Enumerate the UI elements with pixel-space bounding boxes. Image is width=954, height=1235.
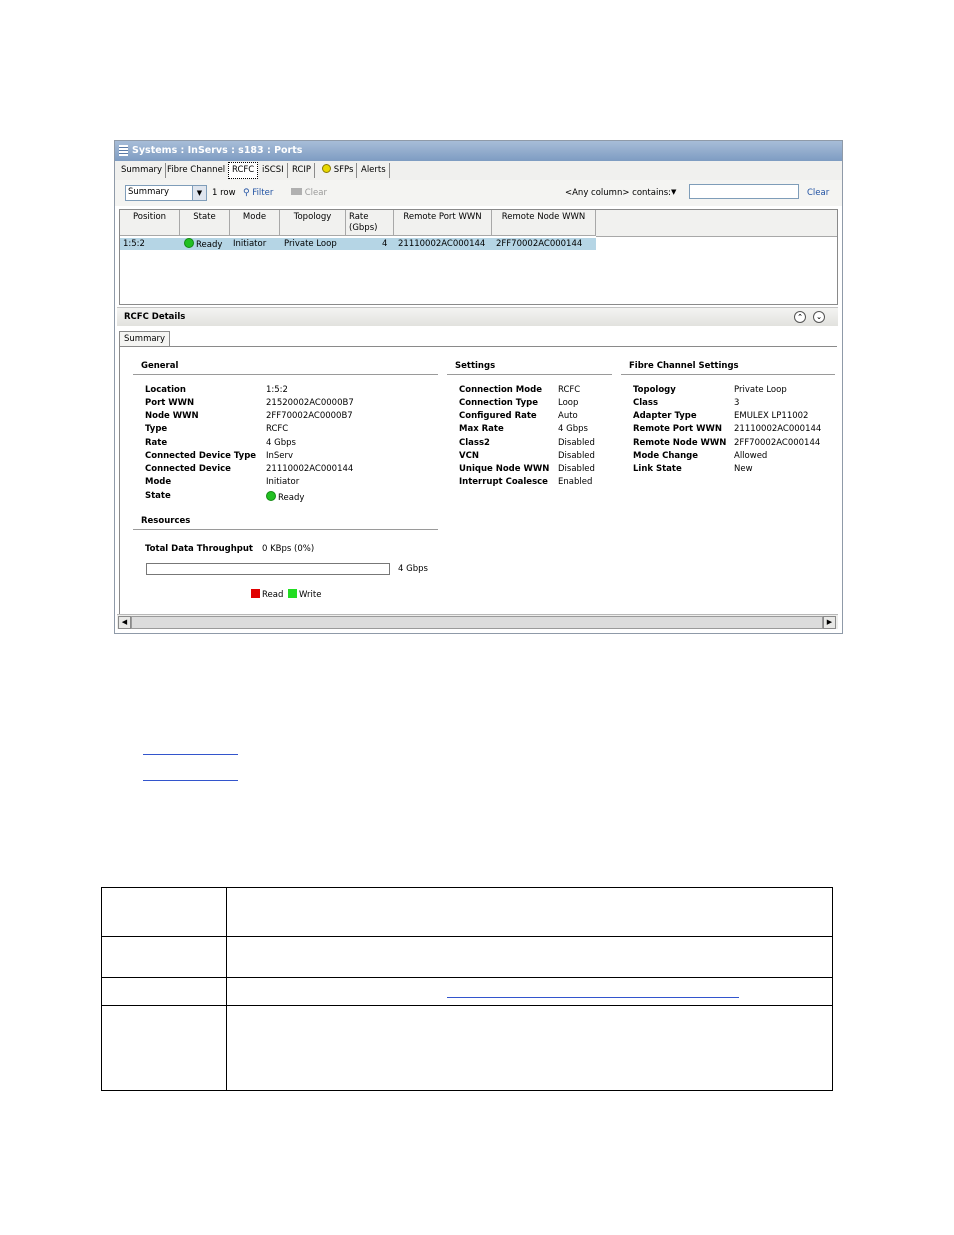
label-mode: Mode [145,477,172,487]
cell-rate: 4 [382,239,388,249]
resources-heading: Resources [141,516,191,526]
label-class2: Class2 [459,438,490,448]
cell-state [184,238,222,250]
label-topology: Topology [633,385,676,395]
cell-state-label: Ready [196,240,223,250]
details-header [117,307,838,326]
column-chevron-down-icon[interactable]: ▼ [671,188,677,196]
filter-icon: ⚲ [243,188,250,198]
table-hyperlink-underline[interactable] [447,997,739,998]
label-rate: Rate [145,438,168,448]
value-node-wwn: 2FF70002AC0000B7 [266,411,353,421]
value-connected-device-type: InServ [266,451,294,461]
details-tab-summary[interactable]: Summary [119,331,170,347]
throughput-bar [146,563,390,575]
general-heading: General [141,361,179,371]
label-remote-port-wwn: Remote Port WWN [633,424,722,434]
column-header-topology[interactable]: Topology [280,210,346,236]
table-row-divider-3 [102,1005,832,1006]
label-port-wwn: Port WWN [145,398,195,408]
search-clear-link[interactable]: Clear [807,188,830,198]
write-swatch [288,589,297,598]
collapse-up-icon[interactable]: ⌃ [794,311,806,323]
value-max-rate: 4 Gbps [558,424,588,434]
column-header-position[interactable]: Position [120,210,180,236]
window-title-bar [115,141,842,161]
label-state: State [145,491,171,501]
ready-status-icon [266,491,276,501]
clear-filter-button[interactable] [291,188,327,198]
value-location: 1:5:2 [266,385,288,395]
legend-write [288,589,321,600]
view-select[interactable] [125,185,207,201]
expand-down-icon[interactable]: ⌄ [813,311,825,323]
label-class: Class [633,398,659,408]
window-app-icon [119,145,128,156]
scroll-right-icon[interactable]: ▶ [823,616,836,629]
tab-iscsi[interactable]: iSCSI [259,163,288,178]
column-header-remote-node-wwn[interactable]: Remote Node WWN [492,210,596,236]
value-connection-mode: RCFC [558,385,581,395]
ports-window [114,140,843,634]
row-count: 1 row [212,188,236,198]
tab-rcip[interactable]: RCIP [289,163,315,178]
value-total-throughput: 0 KBps (0%) [262,544,315,554]
tab-summary[interactable]: Summary [118,163,166,178]
tab-fibre-channel[interactable]: Fibre Channel [164,163,229,178]
filter-button[interactable] [243,188,273,198]
value-port-wwn: 21520002AC0000B7 [266,398,354,408]
legend-read [251,589,283,600]
value-remote-port-wwn: 21110002AC000144 [734,424,822,434]
value-remote-node-wwn: 2FF70002AC000144 [734,438,821,448]
general-divider [133,374,438,375]
label-type: Type [145,424,168,434]
label-node-wwn: Node WWN [145,411,199,421]
value-mode: Initiator [266,477,300,487]
column-header-mode[interactable]: Mode [230,210,280,236]
horizontal-scrollbar[interactable] [117,614,838,629]
view-select-value: Summary [128,187,170,197]
label-location: Location [145,385,186,395]
legend-write-label: Write [299,590,322,600]
label-remote-node-wwn: Remote Node WWN [633,438,727,448]
value-vcn: Disabled [558,451,595,461]
details-title: RCFC Details [124,312,186,322]
details-panel [119,346,837,617]
resources-divider [133,529,438,530]
throughput-bar-max: 4 Gbps [398,564,428,574]
tab-sfps-label: SFPs [333,165,354,175]
value-state [266,491,304,503]
legend-read-label: Read [262,590,284,600]
fc-settings-heading: Fibre Channel Settings [629,361,739,371]
tab-bar [115,161,842,181]
fc-settings-divider [621,374,835,375]
filter-label: Filter [252,188,274,198]
value-type: RCFC [266,424,289,434]
label-connection-mode: Connection Mode [459,385,542,395]
label-total-throughput: Total Data Throughput [145,544,253,554]
table-row-divider-1 [102,936,832,937]
window-title: Systems : InServs : s183 : Ports [132,145,303,156]
scrollbar-thumb[interactable] [131,616,823,629]
value-connected-device: 21110002AC000144 [266,464,354,474]
label-configured-rate: Configured Rate [459,411,537,421]
label-interrupt-coalesce: Interrupt Coalesce [459,477,548,487]
value-mode-change: Allowed [734,451,768,461]
chevron-down-icon[interactable]: ▼ [192,186,206,200]
value-interrupt-coalesce: Enabled [558,477,593,487]
label-connection-type: Connection Type [459,398,538,408]
value-connection-type: Loop [558,398,579,408]
warning-circle-icon [322,164,331,173]
tab-rcfc[interactable]: RCFC [228,162,258,179]
search-input[interactable] [689,184,799,199]
column-header-remote-port-wwn[interactable]: Remote Port WWN [394,210,492,236]
header-filler [596,210,837,237]
label-connected-device: Connected Device [145,464,231,474]
value-adapter-type: EMULEX LP11002 [734,411,809,421]
table-column-divider [226,888,227,1090]
toolbar [115,180,842,206]
cell-topology: Private Loop [284,239,337,249]
settings-divider [447,374,612,375]
cell-position: 1:5:2 [123,239,145,249]
read-swatch [251,589,260,598]
value-class: 3 [734,398,740,408]
scroll-left-icon[interactable]: ◀ [118,616,131,629]
value-link-state: New [734,464,753,474]
settings-heading: Settings [455,361,496,371]
hyperlink-underline-2[interactable] [143,780,238,781]
tab-sfps[interactable] [319,163,357,178]
value-configured-rate: Auto [558,411,578,421]
value-rate: 4 Gbps [266,438,296,448]
ports-table [119,209,838,305]
table-row-divider-2 [102,977,832,978]
label-max-rate: Max Rate [459,424,504,434]
label-connected-device-type: Connected Device Type [145,451,257,461]
tab-alerts[interactable]: Alerts [358,163,390,178]
label-unique-node-wwn: Unique Node WWN [459,464,550,474]
cell-remote-node-wwn: 2FF70002AC000144 [496,239,583,249]
clear-filter-label: Clear [304,188,327,198]
label-adapter-type: Adapter Type [633,411,697,421]
column-header-rate[interactable]: Rate (Gbps) [346,210,394,236]
column-select[interactable]: <Any column> contains: [565,188,672,198]
eraser-icon [291,188,302,195]
reference-table [101,887,833,1091]
cell-mode: Initiator [233,239,267,249]
hyperlink-underline-1[interactable] [143,754,238,755]
value-unique-node-wwn: Disabled [558,464,595,474]
label-vcn: VCN [459,451,479,461]
cell-remote-port-wwn: 21110002AC000144 [398,239,486,249]
value-class2: Disabled [558,438,595,448]
label-link-state: Link State [633,464,682,474]
label-mode-change: Mode Change [633,451,699,461]
column-header-state[interactable]: State [180,210,230,236]
value-state-label: Ready [278,493,305,503]
value-topology: Private Loop [734,385,787,395]
ready-status-icon [184,238,194,248]
